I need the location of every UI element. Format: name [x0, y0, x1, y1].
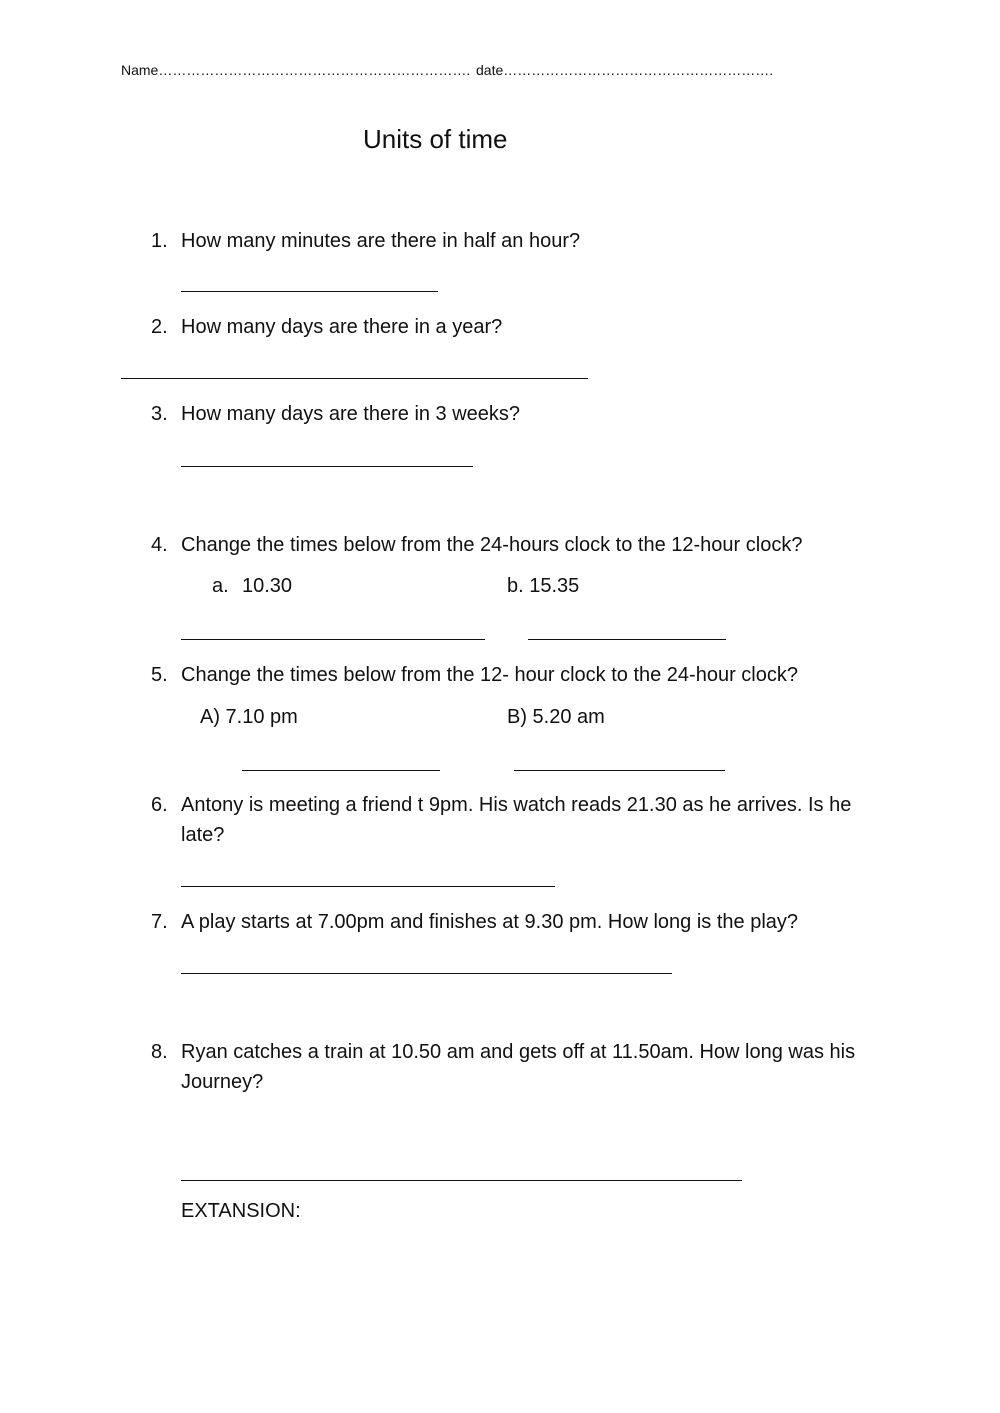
question-number: 4. [151, 534, 168, 556]
question-number: 8. [151, 1041, 168, 1063]
date-field: date…………………………………………………. [476, 62, 774, 78]
question-2 [151, 312, 871, 342]
answer-line-4a[interactable] [181, 639, 485, 640]
question-number: 2. [151, 316, 168, 338]
page-title: Units of time [363, 124, 508, 154]
option-b: b. 15.35 [507, 575, 580, 597]
question-3 [151, 399, 871, 429]
question-6 [151, 790, 881, 850]
question-text: How many days are there in a year? [181, 316, 503, 338]
question-number: 1. [151, 230, 168, 252]
question-number: 5. [151, 664, 168, 686]
question-4 [151, 530, 891, 560]
answer-line-2[interactable] [121, 378, 588, 379]
answer-line-7[interactable] [181, 973, 672, 974]
answer-line-5a[interactable] [242, 770, 440, 771]
question-1 [151, 226, 871, 256]
question-text: Change the times below from the 12- hour clock to the 24-hour clock? [181, 664, 798, 686]
name-field: Name…………………………………………………………. [121, 62, 471, 78]
answer-line-6[interactable] [181, 886, 555, 887]
extension-label: EXTANSION: [181, 1200, 301, 1222]
option-a-label: a. [212, 575, 229, 597]
question-text: A play starts at 7.00pm and finishes at 9.30 pm. How long is the play? [181, 911, 799, 933]
answer-line-5b[interactable] [514, 770, 725, 771]
question-7 [151, 907, 891, 937]
option-a: A) 7.10 pm [200, 706, 298, 728]
option-b: B) 5.20 am [507, 706, 605, 728]
question-number: 7. [151, 911, 168, 933]
answer-line-8[interactable] [181, 1180, 742, 1181]
question-text: How many minutes are there in half an hour? [181, 230, 581, 252]
question-5 [151, 660, 891, 690]
question-number: 3. [151, 403, 168, 425]
question-text: Antony is meeting a friend t 9pm. His watch reads 21.30 as he arrives. Is he late? [181, 794, 852, 846]
question-number: 6. [151, 794, 168, 816]
question-text: Change the times below from the 24-hours clock to the 12-hour clock? [181, 534, 803, 556]
option-a-value: 10.30 [242, 575, 293, 597]
question-text: Ryan catches a train at 10.50 am and gets off at 11.50am. How long was his Journey? [181, 1041, 856, 1093]
question-8 [151, 1037, 881, 1097]
answer-line-1[interactable] [181, 291, 438, 292]
answer-line-4b[interactable] [528, 639, 726, 640]
answer-line-3[interactable] [181, 466, 473, 467]
question-text: How many days are there in 3 weeks? [181, 403, 521, 425]
